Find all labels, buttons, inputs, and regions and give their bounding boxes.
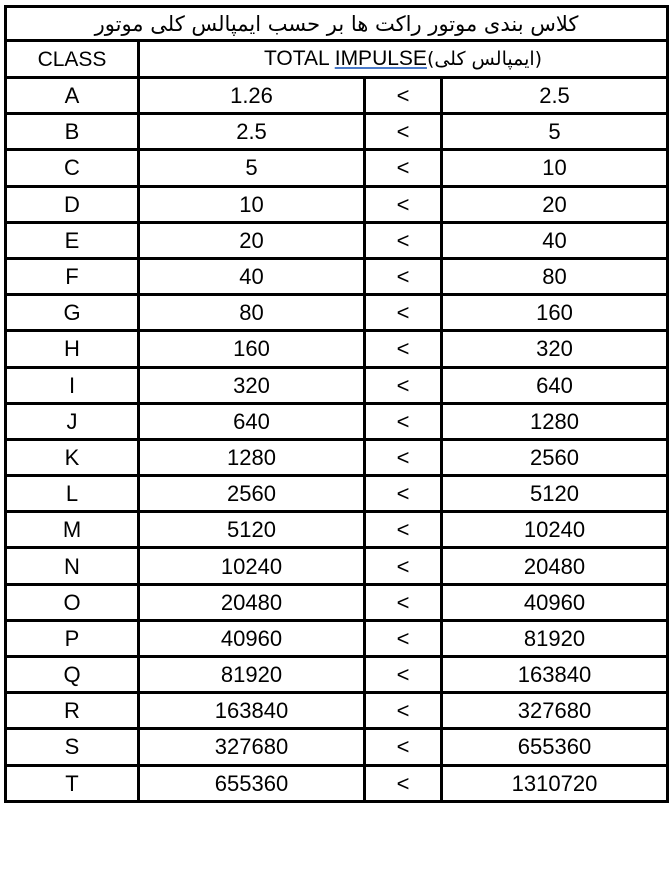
table-title-row (6, 7, 668, 41)
operator-cell: < (365, 222, 442, 258)
table-row (6, 765, 668, 801)
class-cell: H (6, 331, 139, 367)
lower-bound-cell: 2560 (139, 476, 365, 512)
upper-bound-cell: 20480 (442, 548, 668, 584)
upper-bound-cell: 10240 (442, 512, 668, 548)
upper-bound-cell: 160 (442, 295, 668, 331)
lower-bound-cell: 20480 (139, 584, 365, 620)
operator-cell: < (365, 114, 442, 150)
table-row (6, 729, 668, 765)
upper-bound-cell: 2560 (442, 439, 668, 475)
upper-bound-cell: 10 (442, 150, 668, 186)
table-row (6, 222, 668, 258)
table-row (6, 367, 668, 403)
operator-cell: < (365, 620, 442, 656)
table-row (6, 476, 668, 512)
class-cell: O (6, 584, 139, 620)
class-cell: L (6, 476, 139, 512)
upper-bound-cell: 81920 (442, 620, 668, 656)
class-cell: S (6, 729, 139, 765)
total-impulse-persian: (ایمپالس کلی) (426, 48, 543, 70)
class-header: CLASS (6, 41, 139, 78)
lower-bound-cell: 80 (139, 295, 365, 331)
upper-bound-cell: 20 (442, 186, 668, 222)
lower-bound-cell: 640 (139, 403, 365, 439)
operator-cell: < (365, 476, 442, 512)
lower-bound-cell: 320 (139, 367, 365, 403)
class-cell: P (6, 620, 139, 656)
operator-cell: < (365, 729, 442, 765)
table-row (6, 620, 668, 656)
operator-cell: < (365, 512, 442, 548)
total-impulse-header (139, 41, 668, 78)
operator-cell: < (365, 331, 442, 367)
class-cell: K (6, 439, 139, 475)
upper-bound-cell: 40960 (442, 584, 668, 620)
lower-bound-cell: 327680 (139, 729, 365, 765)
operator-cell: < (365, 439, 442, 475)
table-row (6, 331, 668, 367)
table-title: کلاس بندی موتور راکت ها بر حسب ایمپالس کلی موتور (6, 7, 668, 41)
upper-bound-cell: 1280 (442, 403, 668, 439)
table-row (6, 403, 668, 439)
operator-cell: < (365, 150, 442, 186)
lower-bound-cell: 40960 (139, 620, 365, 656)
upper-bound-cell: 640 (442, 367, 668, 403)
operator-cell: < (365, 367, 442, 403)
table-row (6, 512, 668, 548)
table-row (6, 295, 668, 331)
lower-bound-cell: 10 (139, 186, 365, 222)
lower-bound-cell: 20 (139, 222, 365, 258)
upper-bound-cell: 655360 (442, 729, 668, 765)
operator-cell: < (365, 693, 442, 729)
table-row (6, 186, 668, 222)
operator-cell: < (365, 258, 442, 294)
upper-bound-cell: 5120 (442, 476, 668, 512)
class-cell: A (6, 78, 139, 114)
upper-bound-cell: 320 (442, 331, 668, 367)
table-row (6, 78, 668, 114)
upper-bound-cell: 80 (442, 258, 668, 294)
operator-cell: < (365, 765, 442, 801)
operator-cell: < (365, 78, 442, 114)
operator-cell: < (365, 295, 442, 331)
class-cell: F (6, 258, 139, 294)
class-cell: D (6, 186, 139, 222)
class-cell: I (6, 367, 139, 403)
class-cell: J (6, 403, 139, 439)
table-row (6, 584, 668, 620)
lower-bound-cell: 163840 (139, 693, 365, 729)
upper-bound-cell: 2.5 (442, 78, 668, 114)
lower-bound-cell: 1.26 (139, 78, 365, 114)
upper-bound-cell: 327680 (442, 693, 668, 729)
operator-cell: < (365, 403, 442, 439)
upper-bound-cell: 40 (442, 222, 668, 258)
class-cell: M (6, 512, 139, 548)
class-cell: B (6, 114, 139, 150)
lower-bound-cell: 5 (139, 150, 365, 186)
operator-cell: < (365, 584, 442, 620)
lower-bound-cell: 40 (139, 258, 365, 294)
table-row (6, 439, 668, 475)
table-row (6, 114, 668, 150)
upper-bound-cell: 163840 (442, 657, 668, 693)
lower-bound-cell: 2.5 (139, 114, 365, 150)
class-cell: G (6, 295, 139, 331)
class-cell: T (6, 765, 139, 801)
class-cell: E (6, 222, 139, 258)
class-cell: C (6, 150, 139, 186)
operator-cell: < (365, 657, 442, 693)
lower-bound-cell: 5120 (139, 512, 365, 548)
table-row (6, 548, 668, 584)
upper-bound-cell: 5 (442, 114, 668, 150)
class-cell: Q (6, 657, 139, 693)
lower-bound-cell: 1280 (139, 439, 365, 475)
table-row (6, 258, 668, 294)
lower-bound-cell: 10240 (139, 548, 365, 584)
table-row (6, 150, 668, 186)
table-header-row (6, 41, 668, 78)
motor-class-table (4, 5, 669, 803)
class-cell: R (6, 693, 139, 729)
operator-cell: < (365, 186, 442, 222)
lower-bound-cell: 81920 (139, 657, 365, 693)
class-cell: N (6, 548, 139, 584)
total-impulse-underlined: IMPULSE (334, 47, 427, 70)
table-row (6, 657, 668, 693)
operator-cell: < (365, 548, 442, 584)
upper-bound-cell: 1310720 (442, 765, 668, 801)
lower-bound-cell: 160 (139, 331, 365, 367)
total-impulse-prefix: TOTAL (263, 47, 335, 70)
table-row (6, 693, 668, 729)
lower-bound-cell: 655360 (139, 765, 365, 801)
